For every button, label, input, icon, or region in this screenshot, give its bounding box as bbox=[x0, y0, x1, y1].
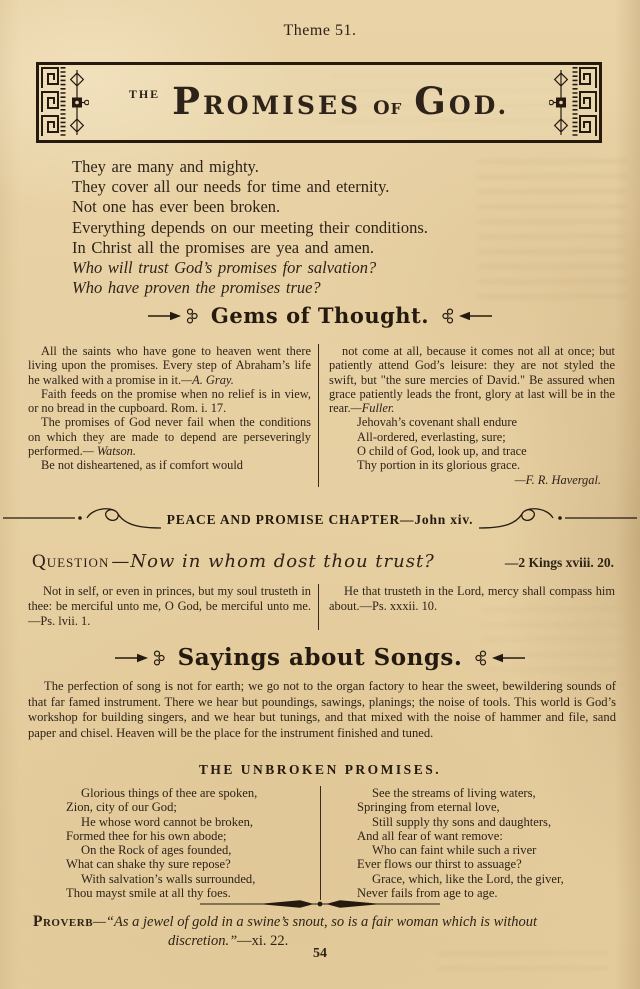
masthead-word-of: OF bbox=[373, 97, 403, 119]
proverb bbox=[33, 913, 613, 950]
paragraph-text: All the saints who have gone to heaven went there living upon the promises. Every step of Abraham’s life he walked with a promise in it. bbox=[28, 344, 311, 387]
masthead-word-god: GOD. bbox=[414, 79, 510, 123]
hymn-line: Thou mayst smile at all thy foes. bbox=[66, 886, 231, 901]
hymn-line: What can shake thy sure repose? bbox=[66, 857, 231, 872]
gems-paragraph bbox=[329, 344, 615, 415]
proverb-label: Proverb bbox=[33, 913, 94, 930]
intro-line: They are many and mighty. bbox=[72, 157, 259, 176]
hymn-heading: THE UNBROKEN PROMISES. bbox=[198, 762, 442, 777]
greek-key-ornament-icon bbox=[549, 65, 599, 140]
intro-line: Everything depends on our meeting their conditions. bbox=[72, 217, 428, 237]
hymn-line: And all fear of want remove: bbox=[357, 828, 503, 843]
question-heading bbox=[32, 551, 614, 573]
masthead bbox=[36, 62, 602, 143]
hymn-line: Springing from eternal love, bbox=[357, 800, 500, 815]
question-label: Question bbox=[32, 551, 110, 572]
gems-heading-text: Gems of Thought. bbox=[210, 303, 430, 328]
question-left-column bbox=[28, 584, 318, 630]
paragraph-text: Be not disheartened, as if comfort would bbox=[41, 458, 243, 473]
masthead-the: THE bbox=[128, 87, 161, 101]
question-right-column bbox=[318, 584, 615, 630]
hymn-line: Still supply thy sons and daughters, bbox=[372, 814, 552, 829]
paragraph-attribution: — Watson. bbox=[82, 444, 136, 459]
sayings-paragraph: The perfection of song is not for earth; we go not to the organ factory to hear the sweet, bewildering sounds of that far famed instrument. There we hear but poundings, sawings, planings; the noise of tools. This world is God’s workshop for building singers, and we hear but tunings, and that mixed with the noise of hammer and file, sand paper and chisel. Heaven will be the place for the instrument finished and tuned. bbox=[28, 679, 616, 740]
question-phrase: —Now in whom dost thou trust? bbox=[111, 551, 435, 572]
scroll-flourish-icon bbox=[3, 505, 163, 535]
arrow-fleuron-icon bbox=[469, 649, 525, 667]
hymn-line: Ever flows our thirst to assuage? bbox=[357, 857, 522, 872]
greek-key-ornament-icon bbox=[39, 65, 89, 140]
banner-text: PEACE AND PROMISE CHAPTER—John xiv. bbox=[166, 512, 474, 527]
paragraph-text: The promises of God never fail when the conditions on which they are made to depend are perseveringly performed. bbox=[28, 415, 311, 459]
hymn-line: Never fails from age to age. bbox=[357, 886, 498, 901]
hymn-line: Formed thee for his own abode; bbox=[66, 828, 227, 843]
gems-columns bbox=[28, 344, 615, 487]
intro-line: Not one has ever been broken. bbox=[72, 197, 281, 217]
hymn-line: Zion, city of our God; bbox=[66, 800, 177, 815]
arrow-fleuron-icon bbox=[148, 307, 204, 325]
gems-paragraph bbox=[28, 387, 311, 416]
sayings-heading-text: Sayings about Songs. bbox=[177, 644, 463, 671]
proverb-text: —“As a jewel of gold in a swine’s snout, so is a fair woman which is without discretion.” bbox=[93, 914, 538, 949]
verse-line: O child of God, look up, and trace bbox=[357, 444, 527, 459]
verse-line: Jehovah’s covenant shall endure bbox=[357, 415, 517, 430]
paragraph-attribution: —Fuller. bbox=[350, 401, 395, 416]
question-reference: —2 Kings xviii. 20. bbox=[504, 555, 614, 570]
hymn-line: See the streams of living waters, bbox=[372, 786, 536, 800]
gems-right-column bbox=[318, 344, 615, 487]
hymn-line: Who can faint while such a river bbox=[372, 843, 537, 858]
gems-heading bbox=[0, 303, 640, 328]
intro-line: In Christ all the promises are yea and amen. bbox=[72, 237, 375, 257]
hymn-line: He whose word cannot be broken, bbox=[81, 814, 254, 829]
gems-left-column bbox=[28, 344, 318, 487]
show-through-artifact bbox=[478, 160, 627, 299]
intro-list bbox=[72, 157, 428, 298]
verse-line: Thy portion in its glorious grace. bbox=[357, 458, 521, 473]
hymn-left-column bbox=[28, 786, 320, 900]
scroll-flourish-icon bbox=[477, 505, 637, 535]
gems-right-paragraphs bbox=[329, 344, 615, 415]
paragraph-attribution: —A. Gray. bbox=[181, 372, 234, 387]
gems-paragraph bbox=[28, 458, 311, 472]
intro-line: Who will trust God’s promises for salvation? bbox=[72, 258, 377, 278]
question-columns bbox=[28, 584, 615, 630]
hymn-line: Grace, which, like the Lord, the giver, bbox=[372, 871, 564, 886]
page-number: 54 bbox=[313, 946, 327, 961]
arrow-fleuron-icon bbox=[436, 307, 492, 325]
sayings-heading bbox=[0, 644, 640, 671]
hymn-line: On the Rock of ages founded, bbox=[81, 843, 232, 858]
masthead-title bbox=[89, 65, 549, 140]
question-left-text: Not in self, or even in princes, but my soul trusteth in thee: be merciful unto me, O God, be merciful unto me.—Ps. lvii. 1. bbox=[28, 584, 311, 629]
verse-line: All-ordered, everlasting, sure; bbox=[357, 429, 506, 444]
gems-paragraph bbox=[28, 415, 311, 458]
hymn-line: Glorious things of thee are spoken, bbox=[81, 786, 258, 800]
intro-line: Who have proven the promises true? bbox=[72, 278, 321, 298]
paragraph-text: not come at all, because it comes not all at once; but patiently attend God’s leisure: they are not styled the swift, but "the sure mercies of David." Be assured when grace patiently leads the front, glory at last will be in the rear. bbox=[329, 344, 615, 416]
gems-paragraph bbox=[28, 344, 311, 387]
question-right-text: He that trusteth in the Lord, mercy shall compass him about.—Ps. xxxii. 10. bbox=[329, 584, 615, 614]
proverb-reference: —xi. 22. bbox=[237, 932, 289, 949]
hymn-line: With salvation’s walls surrounded, bbox=[81, 871, 256, 886]
hymn-columns bbox=[28, 786, 615, 900]
paragraph-text: Faith feeds on the promise when no relief is in view, or no bread in the cupboard. Rom. i. 17. bbox=[28, 386, 311, 416]
chapter-banner bbox=[0, 505, 640, 535]
masthead-word-promises: PROMISES bbox=[172, 79, 362, 123]
hymn-right-column bbox=[320, 786, 615, 900]
theme-label: Theme 51. bbox=[283, 22, 357, 39]
verse-attribution: —F. R. Havergal. bbox=[514, 472, 601, 487]
intro-line: They cover all our needs for time and eternity. bbox=[72, 177, 390, 197]
arrow-fleuron-icon bbox=[115, 649, 171, 667]
gems-verse bbox=[357, 415, 615, 472]
